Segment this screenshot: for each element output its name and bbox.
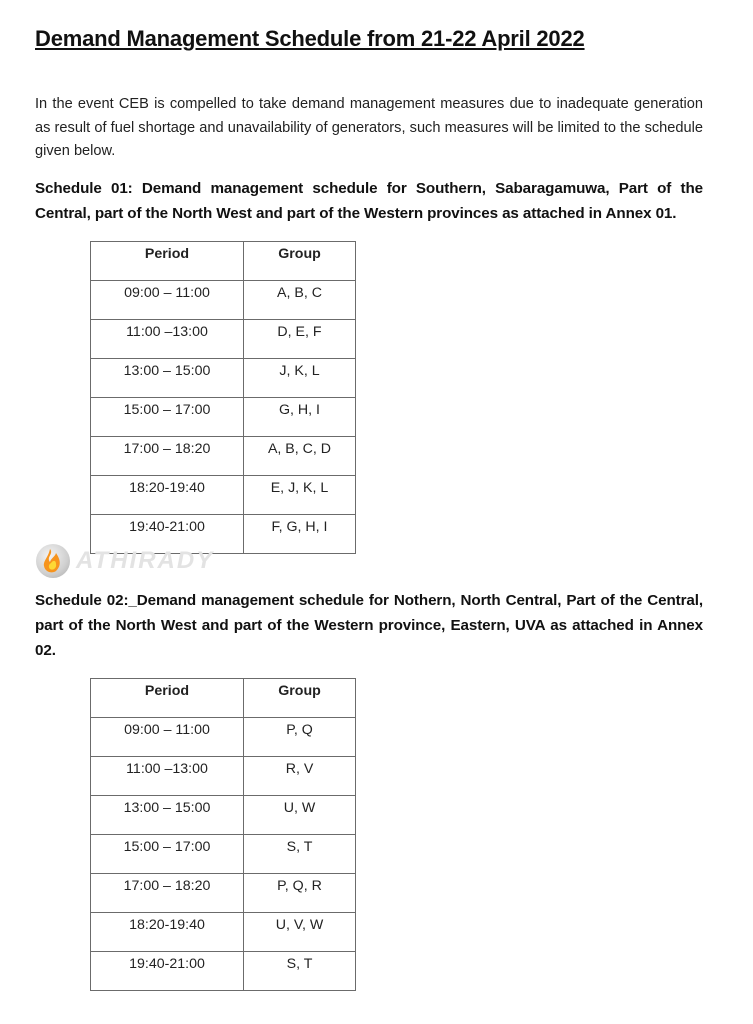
table-row bbox=[91, 718, 356, 757]
period-cell: 11:00 –13:00 bbox=[91, 320, 244, 359]
table-header-row bbox=[91, 679, 356, 718]
intro-paragraph: In the event CEB is compelled to take demand management measures due to inadequate generation as result of fuel shortage and unavailability of generators, such measures will be limited to the schedule given below. bbox=[35, 96, 703, 159]
document-title: Demand Management Schedule from 21-22 April 2022 bbox=[35, 26, 585, 51]
column-header-group: Group bbox=[244, 679, 356, 718]
period-cell: 13:00 – 15:00 bbox=[91, 359, 244, 398]
group-cell: E, J, K, L bbox=[244, 476, 356, 515]
table-row bbox=[91, 398, 356, 437]
table-row bbox=[91, 320, 356, 359]
table-row bbox=[91, 796, 356, 835]
group-cell: A, B, C, D bbox=[244, 437, 356, 476]
column-header-group: Group bbox=[244, 242, 356, 281]
group-cell: S, T bbox=[244, 835, 356, 874]
group-cell: D, E, F bbox=[244, 320, 356, 359]
period-cell: 09:00 – 11:00 bbox=[91, 281, 244, 320]
period-cell: 19:40-21:00 bbox=[91, 515, 244, 554]
table-header-row bbox=[91, 242, 356, 281]
watermark-logo-icon bbox=[36, 544, 70, 578]
schedule-02-table bbox=[90, 678, 356, 991]
group-cell: R, V bbox=[244, 757, 356, 796]
watermark bbox=[36, 543, 214, 579]
group-cell: S, T bbox=[244, 952, 356, 991]
group-cell: F, G, H, I bbox=[244, 515, 356, 554]
group-cell: U, V, W bbox=[244, 913, 356, 952]
period-cell: 09:00 – 11:00 bbox=[91, 718, 244, 757]
column-header-period: Period bbox=[91, 242, 244, 281]
watermark-text: ATHIRADY bbox=[76, 547, 215, 574]
table-row bbox=[91, 874, 356, 913]
flame-icon bbox=[42, 548, 64, 574]
period-cell: 19:40-21:00 bbox=[91, 952, 244, 991]
group-cell: P, Q, R bbox=[244, 874, 356, 913]
column-header-period: Period bbox=[91, 679, 244, 718]
group-cell: P, Q bbox=[244, 718, 356, 757]
schedule-01-table bbox=[90, 241, 356, 554]
period-cell: 11:00 –13:00 bbox=[91, 757, 244, 796]
table-row bbox=[91, 359, 356, 398]
period-cell: 13:00 – 15:00 bbox=[91, 796, 244, 835]
table-row bbox=[91, 476, 356, 515]
schedule-02-heading: Schedule 02:_Demand management schedule for Nothern, North Central, Part of the Central, part of the North West and part of the Western province, Eastern, UVA as attached in Annex 02. bbox=[35, 592, 703, 659]
period-cell: 18:20-19:40 bbox=[91, 476, 244, 515]
group-cell: U, W bbox=[244, 796, 356, 835]
period-cell: 15:00 – 17:00 bbox=[91, 835, 244, 874]
group-cell: J, K, L bbox=[244, 359, 356, 398]
period-cell: 17:00 – 18:20 bbox=[91, 874, 244, 913]
table-row bbox=[91, 437, 356, 476]
table-row bbox=[91, 913, 356, 952]
period-cell: 17:00 – 18:20 bbox=[91, 437, 244, 476]
schedule-01-heading: Schedule 01: Demand management schedule for Southern, Sabaragamuwa, Part of the Central, part of the North West and part of the Western provinces as attached in Annex 01. bbox=[35, 180, 703, 222]
table-row bbox=[91, 835, 356, 874]
period-cell: 18:20-19:40 bbox=[91, 913, 244, 952]
table-row bbox=[91, 757, 356, 796]
period-cell: 15:00 – 17:00 bbox=[91, 398, 244, 437]
table-row bbox=[91, 281, 356, 320]
group-cell: A, B, C bbox=[244, 281, 356, 320]
group-cell: G, H, I bbox=[244, 398, 356, 437]
table-row bbox=[91, 952, 356, 991]
